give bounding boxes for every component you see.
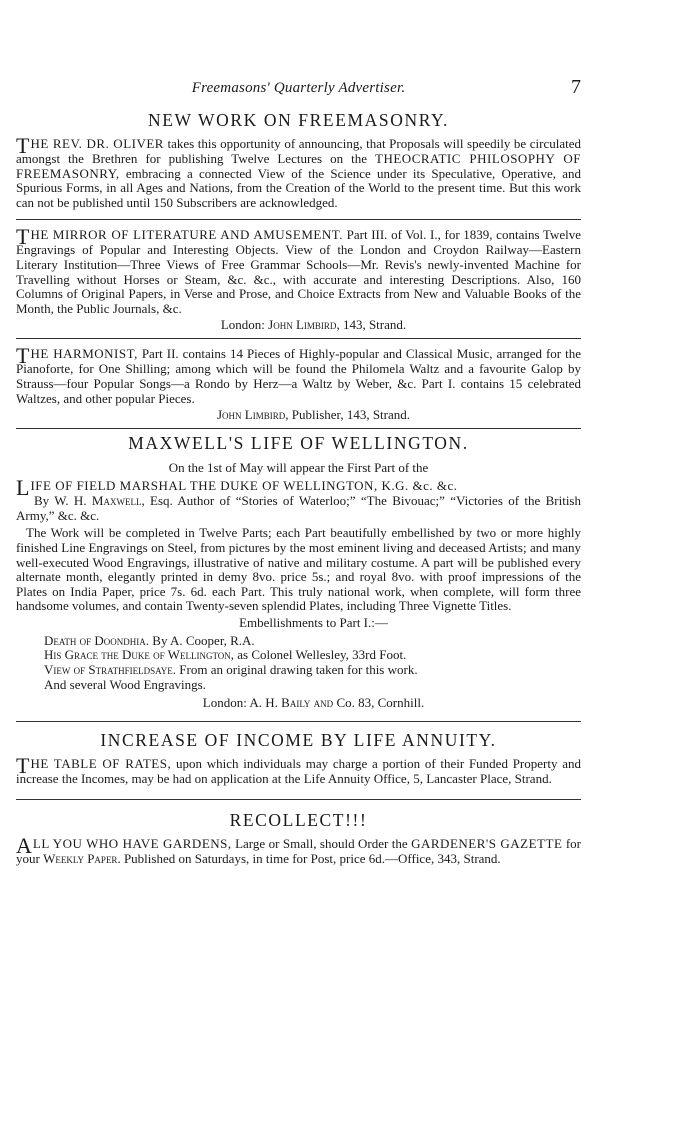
body-text: upon which individuals may charge a portion of their Funded Property and increase the Incomes, may be had on application at the Life Annuity Office, 5, Lancaster Place, Strand. [16,756,581,787]
drop-cap: A [16,832,32,858]
section-divider [16,428,581,429]
ad-heading: NEW WORK ON FREEMASONRY. [148,110,449,130]
body-text: takes this opportunity of announcing, that Proposals will speedily be circulated amongst the Brethren for publishing Twelve Lectures on the [16,136,581,166]
body-text: Part II. contains 14 Pieces of Highly-popular and Classical Music, arranged for the Pianoforte, for One Shilling; among which will be found the Philomela Waltz and a favourite Galop by Strauss—four Popular Songs—a Rondo by Herz—a Waltz by Weber, &c. Part I. contains 15 celebrated Waltzes, and other popular Pieces. [16,346,581,406]
embellishment-item [44,634,581,649]
embellishment-item [44,678,581,693]
embellishment-item [44,648,581,663]
drop-cap: T [16,133,30,158]
ad-life-of-wellington [16,433,581,711]
section-divider [16,219,581,220]
body-text: Part III. of Vol. I., for 1839, contains Twelve Engravings of Popular and Interesting Objects. View of the London and Croydon Railway—Eastern Literary Institution—Three Views of Free Grammar Schools—Mr. Revis's newly-invented Machine for Travelling without Horses or Steam, &c. &c., with accurate and interesting Descriptions. Also, 160 Columns of Original Papers, in Verse and Prose, and Choice Extracts from New and Valuable Books of the Month, the Public Journals, &c. [16,227,581,316]
ad-body [16,753,581,787]
ad-body [16,224,581,316]
title-caps: THEOCRATIC PHILOSOPHY OF FREEMASONRY, [16,151,581,181]
embellishment-item [44,663,581,678]
drop-cap: T [16,224,30,250]
embellishments-title: Embellishments to Part I.:— [239,614,388,630]
imprint-suffix: , 143, Strand. [336,317,407,333]
ad-body [16,343,581,406]
imprint-suffix: , Publisher, 143, Strand. [285,407,411,423]
ad-imprint [16,317,581,333]
ad-heading: INCREASE OF INCOME BY LIFE ANNUITY. [100,730,497,751]
embellishment-detail: And several Wood Engravings. [44,676,206,692]
section-divider [16,799,581,800]
section-divider [16,721,581,722]
lead-caps: LL YOU WHO HAVE GARDENS, [32,835,232,851]
ad-imprint [16,407,581,423]
advertiser-page [16,76,581,866]
title-caps: GARDENER'S GAZETTE [411,835,563,851]
ad-mirror-of-literature [16,224,581,333]
imprint-prefix: London: [220,317,269,333]
body-text: for your [16,835,581,866]
ad-life-annuity [16,730,581,787]
running-title: Freemasons' Quarterly Advertiser. [191,80,406,96]
embellishments-list [44,634,581,692]
embellishment-title: His Grace the Duke of Wellington, [44,647,235,663]
imprint-name: John Limbird [216,407,286,423]
ad-body [16,133,581,210]
ad-body [16,832,581,867]
lead-caps: HE REV. DR. OLIVER [30,136,164,151]
ad-subheading: On the 1st of May will appear the First Part of the [168,460,429,476]
body-text: Large or Small, should Order the [231,835,412,851]
drop-cap: T [16,343,30,369]
ad-heading: RECOLLECT!!! [229,809,368,830]
embellishment-title: View of Strathfieldsaye. [44,662,177,678]
page-number: 7 [571,76,581,98]
ad-author-line [16,494,581,523]
imprint-name: Baily and [281,695,334,711]
imprint-prefix: London: A. H. [202,695,282,711]
lead-caps: HE TABLE OF RATES, [30,756,172,772]
embellishment-detail: By A. Cooper, R.A. [149,632,255,648]
author-prefix: By W. H. [34,493,92,509]
section-divider [16,338,581,339]
embellishment-title: Death of Doondhia. [44,632,150,648]
drop-cap: T [16,753,30,779]
lead-caps: HE HARMONIST, [30,346,138,362]
lead-caps: IFE OF FIELD MARSHAL THE DUKE OF WELLINGTON, K.G. &c. &c. [30,478,458,494]
embellishment-detail: From an original drawing taken for this work. [176,662,418,678]
imprint-name: John Limbird [268,317,337,333]
ad-new-work-freemasonry [16,110,581,210]
ad-harmonist [16,343,581,423]
lead-caps: HE MIRROR OF LITERATURE AND AMUSEMENT. [30,227,343,243]
embellishment-detail: as Colonel Wellesley, 33rd Foot. [234,647,407,663]
author-suffix: , Esq. Author of “Stories of Waterloo;” “The Bivouac;” “Victories of the British Army,” &c. &c. [16,493,581,523]
ad-imprint [16,695,581,711]
weekly-paper: Weekly Paper. [43,850,121,866]
body-text: embracing a connected View of the Science under its Speculative, Operative, and Spurious Forms, in all Ages and Nations, from the Creation of the World to the present time. But this work can not be published until 150 Subscribers are acknowledged. [16,165,581,210]
imprint-suffix: Co. 83, Cornhill. [333,695,425,711]
ad-gardeners-gazette [16,810,581,867]
author-name: Maxwell [91,493,142,509]
body-text: Published on Saturdays, in time for Post, price 6d.—Office, 343, Strand. [120,850,501,866]
ad-body: The Work will be completed in Twelve Parts; each Part beautifully embellished by two or more highly finished Line Engravings on Steel, from pictures by the most eminent living and deceased Artists; and many well-executed Wood Engravings, illustrative of native and military costume. A part will be published every alternate month, elegantly printed in demy 8vo. price 5s.; and royal 8vo. with proof impressions of the Plates on India Paper, price 7s. 6d. each Part. This truly national work, when complete, will form three handsome volumes, and contain Twenty-seven splendid Plates, including Three Vignette Titles. [16,525,581,614]
page-header [16,76,581,102]
ad-heading: MAXWELL'S LIFE OF WELLINGTON. [128,433,469,454]
drop-cap: L [16,475,30,501]
